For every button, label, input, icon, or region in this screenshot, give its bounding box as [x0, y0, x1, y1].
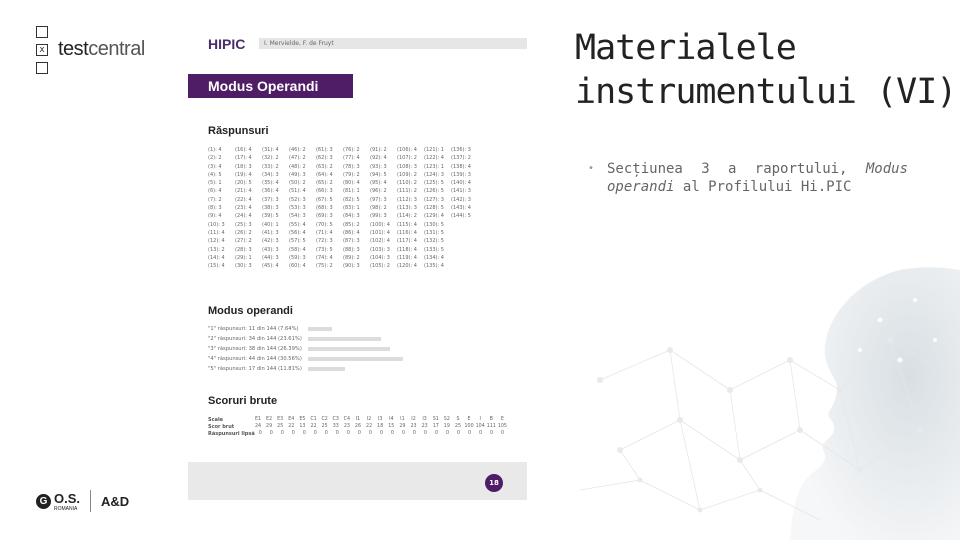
asd-logo	[101, 494, 129, 509]
score-cell: 105	[497, 424, 507, 429]
raw-scores-table	[208, 416, 508, 437]
score-cell: 24	[254, 424, 262, 429]
response-cell: (38): 3	[262, 205, 279, 212]
modus-label: "2" răspunsuri: 34 din 144 (23.61%)	[208, 336, 302, 342]
response-cell: (127): 3	[424, 196, 444, 203]
response-cell: (123): 1	[424, 163, 444, 170]
response-cell: (97): 3	[370, 196, 387, 203]
modus-row	[208, 364, 403, 374]
response-cell: (111): 2	[397, 188, 417, 195]
response-cell: (84): 3	[343, 213, 360, 220]
response-cell: (119): 4	[397, 254, 417, 261]
brand-part2: central	[88, 38, 145, 60]
score-cell: I4	[389, 417, 394, 422]
bullet-suffix: al Profilului Hi.PIC	[682, 179, 852, 195]
response-cell: (122): 4	[424, 155, 444, 162]
score-cell: 0	[412, 431, 416, 436]
score-cell: I1	[355, 417, 361, 422]
response-cell: (64): 4	[316, 171, 333, 178]
score-cell: C2	[321, 417, 328, 422]
response-cell: (102): 4	[370, 238, 390, 245]
slide-title-line1: Materialele	[575, 28, 796, 68]
score-cell: 23	[410, 424, 417, 429]
response-cell: (59): 3	[289, 254, 306, 261]
response-cell: (28): 3	[235, 246, 252, 253]
score-cell: 111	[486, 424, 496, 429]
modus-row	[208, 324, 403, 334]
score-cell: E4	[288, 417, 295, 422]
response-cell	[451, 221, 478, 229]
score-cell: S2	[443, 417, 450, 422]
response-cell: (1): 4	[208, 147, 222, 153]
response-cell: (74): 4	[316, 254, 333, 261]
response-cell: (16): 4	[235, 147, 252, 153]
response-cell: (39): 5	[262, 213, 279, 220]
response-cell: (54): 3	[289, 213, 306, 220]
score-cell: I3	[422, 417, 427, 422]
score-cell: E2	[266, 417, 273, 422]
response-cell: (100): 4	[370, 221, 390, 228]
response-cell: (45): 4	[262, 263, 279, 270]
response-cell: (124): 3	[424, 171, 444, 178]
response-cell: (58): 4	[289, 246, 306, 253]
score-cell: 0	[479, 431, 483, 436]
response-cell: (75): 2	[316, 263, 333, 270]
response-cell: (34): 3	[262, 171, 279, 178]
response-cell: (49): 3	[289, 171, 306, 178]
score-cell: 22	[366, 424, 373, 429]
response-cell: (136): 3	[451, 147, 471, 153]
response-cell: (99): 3	[370, 213, 387, 220]
response-cell: (35): 4	[262, 180, 279, 187]
testcentral-logo	[58, 38, 145, 61]
response-cell: (24): 4	[235, 213, 252, 220]
response-cell: (105): 2	[370, 263, 390, 270]
modus-row	[208, 344, 403, 354]
response-cell	[451, 229, 478, 237]
response-cell: (133): 5	[424, 246, 444, 253]
response-cell: (15): 4	[208, 263, 225, 270]
response-cell: (82): 5	[343, 196, 360, 203]
response-cell: (134): 4	[424, 254, 444, 261]
response-cell: (118): 4	[397, 246, 417, 253]
response-cell: (115): 4	[397, 221, 417, 228]
score-row	[208, 430, 508, 437]
score-cell: 0	[302, 431, 306, 436]
response-cell: (96): 2	[370, 188, 387, 195]
response-cell: (140): 4	[451, 180, 471, 187]
response-cell: (29): 1	[235, 254, 252, 261]
response-cell: (139): 3	[451, 171, 471, 178]
score-cell: 33	[332, 424, 339, 429]
response-cell: (10): 3	[208, 221, 225, 228]
modus-bar	[308, 327, 332, 331]
modus-bar	[308, 347, 390, 351]
response-cell: (143): 4	[451, 205, 471, 212]
modus-label: "1" răspunsuri: 11 din 144 (7.64%)	[208, 326, 299, 332]
score-cell: 0	[401, 431, 405, 436]
responses-heading: Răspunsuri	[208, 125, 269, 137]
modus-label: "4" răspunsuri: 44 din 144 (30.56%)	[208, 356, 302, 362]
modus-label: "5" răspunsuri: 17 din 144 (11.81%)	[208, 366, 302, 372]
response-cell: (141): 3	[451, 188, 471, 195]
modus-bar	[308, 337, 381, 341]
logo-divider	[90, 490, 91, 512]
score-cell: 0	[467, 431, 472, 436]
response-cell: (13): 2	[208, 246, 225, 253]
responses-grid	[208, 146, 478, 270]
response-cell: (79): 2	[343, 171, 360, 178]
response-cell: (30): 3	[235, 263, 252, 270]
score-cell: S	[456, 417, 460, 422]
checkbox-icon[interactable]	[36, 62, 48, 74]
response-cell: (125): 5	[424, 180, 444, 187]
response-cell	[451, 237, 478, 245]
response-cell: (87): 3	[343, 238, 360, 245]
response-cell: (116): 4	[397, 229, 417, 236]
response-cell: (70): 5	[316, 221, 333, 228]
response-cell: (11): 4	[208, 229, 225, 236]
modus-bar	[308, 357, 403, 361]
score-row	[208, 423, 508, 430]
score-row-key: Scale	[208, 416, 224, 423]
score-cell: C4	[343, 417, 351, 422]
response-cell: (129): 4	[424, 213, 444, 220]
score-cell: 0	[445, 431, 450, 436]
response-cell: (109): 2	[397, 171, 417, 178]
response-cell: (68): 3	[316, 205, 333, 212]
response-cell: (137): 2	[451, 155, 471, 162]
response-cell: (92): 4	[370, 155, 387, 162]
page-footer	[188, 462, 527, 500]
response-cell: (60): 4	[289, 263, 306, 270]
score-cell: 0	[324, 431, 328, 436]
score-cell: 29	[399, 424, 406, 429]
score-cell: E1	[254, 417, 262, 422]
response-cell: (25): 3	[235, 221, 252, 228]
response-cell: (33): 2	[262, 163, 279, 170]
modus-bar	[308, 367, 345, 371]
page-number-badge: 18	[485, 474, 503, 492]
score-cell: 0	[390, 431, 394, 436]
response-cell: (31): 4	[262, 147, 279, 153]
score-cell: 22	[310, 424, 317, 429]
checkbox-checked-icon[interactable]: x	[36, 44, 48, 56]
score-cell: E	[500, 417, 504, 422]
response-cell: (77): 4	[343, 155, 360, 162]
response-cell: (89): 2	[343, 254, 360, 261]
response-cell: (51): 4	[289, 188, 306, 195]
response-cell: (94): 5	[370, 171, 387, 178]
modus-distribution	[208, 324, 403, 374]
score-cell: 25	[454, 424, 462, 429]
response-cell: (78): 3	[343, 163, 360, 170]
response-cell: (113): 3	[397, 205, 417, 212]
response-cell: (62): 3	[316, 155, 333, 162]
score-cell: 0	[490, 431, 494, 436]
response-cell: (81): 1	[343, 188, 360, 195]
response-cell: (132): 5	[424, 238, 444, 245]
bullet-italic: Modus operandi	[607, 161, 908, 195]
score-cell: B	[489, 417, 493, 422]
response-cell: (7): 2	[208, 196, 222, 203]
score-cell: 25	[277, 424, 284, 429]
response-cell: (66): 3	[316, 188, 333, 195]
response-cell: (80): 4	[343, 180, 360, 187]
bullet-prefix: Secțiunea 3 a raportului,	[607, 161, 848, 177]
score-cell: 19	[443, 424, 450, 429]
response-cell: (8): 3	[208, 205, 222, 212]
response-cell: (121): 1	[424, 147, 444, 153]
score-cell: 0	[357, 431, 361, 436]
response-cell: (61): 3	[316, 147, 333, 153]
response-cell: (98): 2	[370, 205, 387, 212]
response-cell: (46): 2	[289, 147, 306, 153]
response-cell	[451, 246, 478, 254]
response-cell: (112): 3	[397, 196, 417, 203]
response-cell: (37): 3	[262, 196, 279, 203]
checkbox-icon[interactable]	[36, 26, 48, 38]
response-cell: (107): 2	[397, 155, 417, 162]
response-cell: (110): 2	[397, 180, 417, 187]
score-cell: 23	[421, 424, 428, 429]
response-cell: (95): 4	[370, 180, 387, 187]
response-cell: (63): 2	[316, 163, 333, 170]
response-cell: (104): 3	[370, 254, 390, 261]
response-cell: (36): 4	[262, 188, 279, 195]
score-cell: 0	[291, 431, 295, 436]
score-cell: 0	[501, 431, 505, 436]
modus-row	[208, 354, 403, 364]
response-cell: (130): 5	[424, 221, 444, 228]
score-row-key: Scor brut	[208, 423, 235, 430]
score-cell: 0	[313, 431, 317, 436]
slide-title	[575, 26, 956, 114]
response-cell: (42): 3	[262, 238, 279, 245]
response-cell: (93): 3	[370, 163, 387, 170]
score-cell: 100	[464, 424, 474, 429]
score-cell: 0	[423, 431, 427, 436]
checkbox-column	[36, 26, 50, 80]
footer-logos	[36, 490, 129, 512]
os-logo-text: O.S.	[54, 490, 81, 506]
response-cell: (76): 2	[343, 147, 360, 153]
response-cell	[451, 262, 478, 270]
response-cell: (108): 3	[397, 163, 417, 170]
score-cell: 0	[456, 431, 461, 436]
os-romania-logo	[36, 491, 80, 512]
response-cell: (126): 5	[424, 188, 444, 195]
response-cell: (27): 2	[235, 238, 252, 245]
score-cell: I2	[411, 417, 416, 422]
score-cell: 0	[335, 431, 339, 436]
modus-label: "3" răspunsuri: 38 din 144 (26.39%)	[208, 346, 302, 352]
response-cell: (120): 4	[397, 263, 417, 270]
response-cell: (9): 4	[208, 213, 222, 220]
response-cell: (86): 4	[343, 229, 360, 236]
score-cell: I3	[377, 417, 383, 422]
response-cell: (73): 5	[316, 246, 333, 253]
response-cell: (20): 5	[235, 180, 252, 187]
score-cell: 29	[266, 424, 273, 429]
response-cell: (85): 2	[343, 221, 360, 228]
response-cell: (23): 4	[235, 205, 252, 212]
response-cell: (21): 4	[235, 188, 252, 195]
response-cell: (114): 2	[397, 213, 417, 220]
response-cell: (44): 3	[262, 254, 279, 261]
modus-heading: Modus operandi	[208, 305, 293, 317]
response-cell: (3): 4	[208, 163, 222, 170]
response-cell: (103): 3	[370, 246, 390, 253]
neural-head-illustration	[560, 230, 960, 540]
response-cell: (91): 2	[370, 147, 387, 153]
score-cell: E5	[299, 417, 306, 422]
response-cell: (43): 3	[262, 246, 279, 253]
response-cell: (128): 5	[424, 205, 444, 212]
bullet-text	[607, 160, 908, 196]
response-cell: (55): 4	[289, 221, 306, 228]
response-cell: (144): 5	[451, 213, 471, 220]
score-cell: 0	[258, 431, 262, 436]
bullet-dot-icon: •	[588, 163, 595, 174]
score-cell: 23	[343, 424, 350, 429]
score-cell: 0	[379, 431, 383, 436]
score-cell: 0	[368, 431, 372, 436]
brand-part1: test	[58, 38, 89, 60]
response-cell: (17): 4	[235, 155, 252, 162]
response-cell: (53): 3	[289, 205, 306, 212]
response-cell: (135): 4	[424, 263, 444, 270]
os-logo-sub: ROMANIA	[54, 505, 78, 512]
response-cell: (19): 4	[235, 171, 252, 178]
response-cell: (12): 4	[208, 238, 225, 245]
asd-logo-text: A&D	[101, 493, 130, 509]
response-cell: (101): 4	[370, 229, 390, 236]
response-cell: (83): 1	[343, 205, 360, 212]
score-cell: E3	[277, 417, 284, 422]
score-cell: 25	[321, 424, 328, 429]
response-cell: (131): 5	[424, 229, 444, 236]
response-cell: (48): 2	[289, 163, 306, 170]
score-cell: I2	[366, 417, 372, 422]
response-cell: (4): 5	[208, 171, 222, 178]
response-cell: (106): 4	[397, 147, 417, 153]
score-cell: C3	[332, 417, 339, 422]
score-cell: S1	[432, 417, 439, 422]
response-cell: (2): 2	[208, 155, 222, 162]
os-circle-icon: G	[36, 494, 51, 509]
response-cell: (26): 2	[235, 229, 252, 236]
response-cell: (117): 4	[397, 238, 417, 245]
bullet-item	[588, 160, 908, 196]
modus-row	[208, 334, 403, 344]
response-cell: (72): 3	[316, 238, 333, 245]
report-page-preview	[188, 30, 527, 500]
score-cell: I	[479, 417, 481, 422]
response-cell: (90): 3	[343, 263, 360, 270]
response-cell: (50): 2	[289, 180, 306, 187]
response-cell: (41): 3	[262, 229, 279, 236]
score-cell: 15	[388, 424, 395, 429]
score-row	[208, 416, 508, 423]
score-row-key: Răspunsuri lipsă	[208, 430, 255, 437]
response-cell: (22): 4	[235, 196, 252, 203]
slide-title-line2: instrumentului (VI)	[575, 72, 957, 112]
response-cell: (142): 3	[451, 196, 471, 203]
response-cell: (40): 1	[262, 221, 279, 228]
score-cell: I1	[400, 417, 405, 422]
score-cell: 17	[432, 424, 439, 429]
response-cell: (6): 4	[208, 188, 222, 195]
score-cell: 26	[354, 424, 362, 429]
score-cell: 0	[434, 431, 438, 436]
modus-operandi-banner: Modus Operandi	[188, 74, 353, 98]
score-cell: 104	[475, 424, 485, 429]
page-header	[208, 38, 527, 50]
score-cell: 18	[377, 424, 384, 429]
response-cell: (18): 3	[235, 163, 252, 170]
response-cell: (88): 3	[343, 246, 360, 253]
score-cell: 22	[288, 424, 295, 429]
response-cell: (71): 4	[316, 229, 333, 236]
response-cell: (14): 4	[208, 254, 225, 261]
score-cell: E	[467, 417, 471, 422]
authors-bar: I. Mervielde, F. de Fruyt	[259, 38, 527, 49]
score-cell: 0	[269, 431, 273, 436]
score-cell: C1	[310, 417, 317, 422]
score-cell: 13	[299, 424, 306, 429]
response-cell: (5): 1	[208, 180, 222, 187]
scores-heading: Scoruri brute	[208, 395, 278, 407]
response-cell: (65): 2	[316, 180, 333, 187]
response-cell: (52): 3	[289, 196, 306, 203]
response-cell: (138): 4	[451, 163, 471, 170]
score-cell: 0	[280, 431, 284, 436]
response-cell: (47): 2	[289, 155, 306, 162]
response-cell: (32): 2	[262, 155, 279, 162]
response-cell	[451, 254, 478, 262]
response-cell: (57): 5	[289, 238, 306, 245]
response-cell: (67): 5	[316, 196, 333, 203]
score-cell: 0	[346, 431, 350, 436]
response-cell: (69): 3	[316, 213, 333, 220]
response-cell: (56): 4	[289, 229, 306, 236]
hipic-title: HIPIC	[208, 36, 246, 52]
